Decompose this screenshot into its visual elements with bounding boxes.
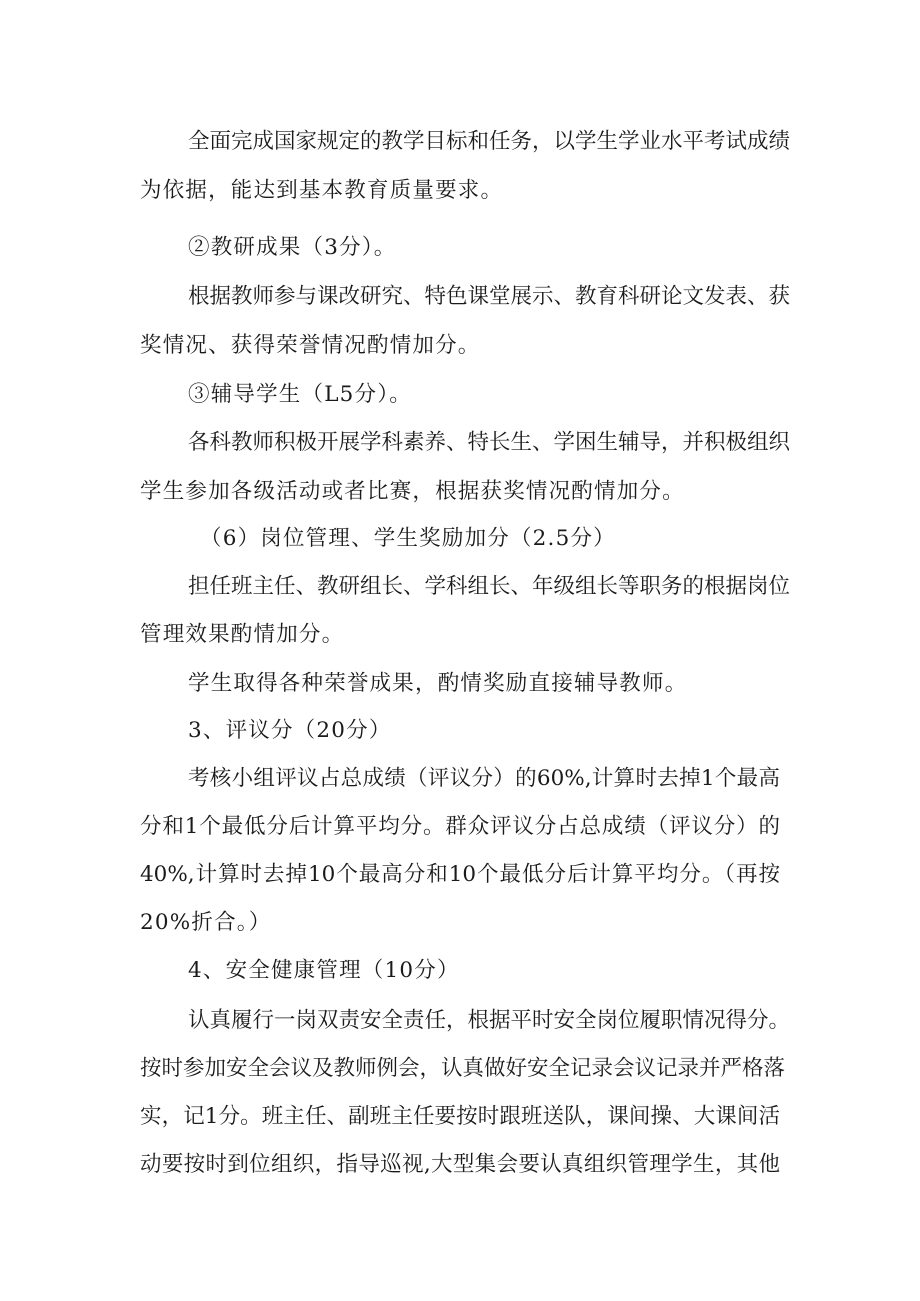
text-line: 20%折合。） [140, 910, 272, 935]
text-line: 考核小组评议占总成绩（评议分）的60%,计算时去掉1个最高 [188, 766, 780, 791]
subheading: ③辅导学生（L5分）。 [188, 382, 412, 407]
text-line: 担任班主任、教研组长、学科组长、年级组长等职务的根据岗位 [188, 574, 791, 599]
section-heading: （6）岗位管理、学生奖励加分（2.5分） [200, 526, 616, 551]
text-line: 按时参加安全会议及教师例会，认真做好安全记录会议记录并严格落 [140, 1056, 786, 1081]
subheading: ②教研成果（3分）。 [188, 235, 397, 260]
text-line: 学生取得各种荣誉成果，酌情奖励直接辅导教师。 [188, 671, 688, 696]
text-line: 学生参加各级活动或者比赛，根据获奖情况酌情加分。 [140, 479, 685, 504]
text-line: 各科教师积极开展学科素养、特长生、学困生辅导，并积极组织 [188, 430, 791, 455]
text-line: 认真履行一岗双责安全责任，根据平时安全岗位履职情况得分。 [188, 1008, 791, 1033]
text-line: 全面完成国家规定的教学目标和任务，以学生学业水平考试成绩 [188, 129, 791, 154]
text-line: 分和1个最低分后计算平均分。群众评议分占总成绩（评议分）的 [140, 814, 780, 839]
text-line: 根据教师参与课改研究、特色课堂展示、教育科研论文发表、获 [188, 284, 791, 309]
section-heading: 4、安全健康管理（10分） [188, 958, 460, 983]
text-line: 为依据，能达到基本教育质量要求。 [140, 178, 504, 203]
text-line: 动要按时到位组织，指导巡视,大型集会要认真组织管理学生，其他 [140, 1152, 780, 1177]
section-heading: 3、评议分（20分） [188, 718, 392, 743]
text-line: 管理效果酌情加分。 [140, 622, 345, 647]
text-line: 40%,计算时去掉10个最高分和10个最低分后计算平均分。（再按 [140, 862, 780, 887]
text-line: 奖情况、获得荣誉情况酌情加分。 [140, 333, 481, 358]
text-line: 实，记1分。班主任、副班主任要按时跟班送队，课间操、大课间活 [140, 1104, 780, 1129]
